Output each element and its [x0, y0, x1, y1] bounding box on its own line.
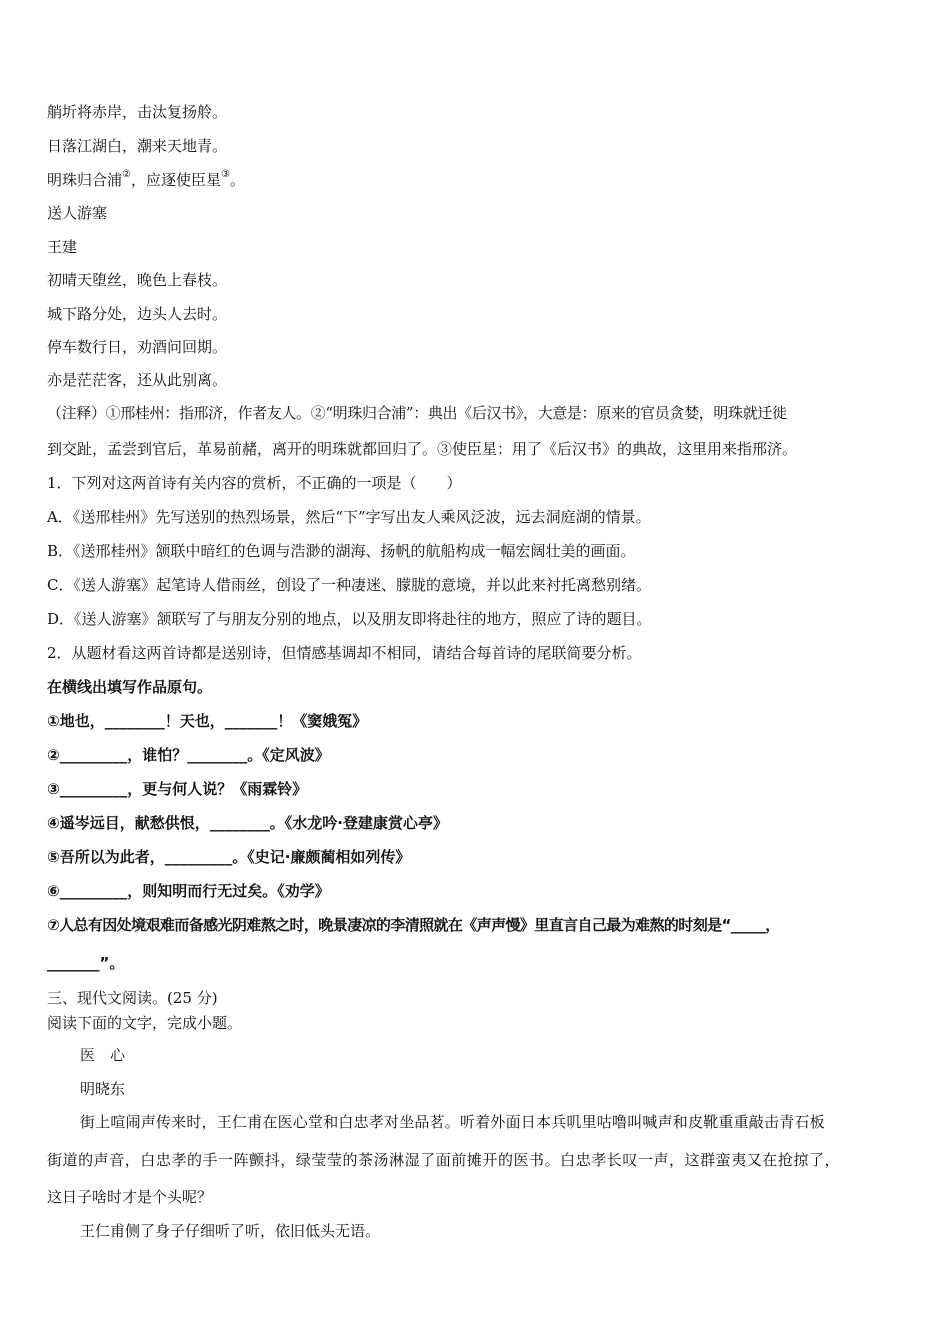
- poem2-line-1: 初晴天堕丝，晚色上春枝。: [47, 271, 228, 289]
- footnote-marker-2: ②: [122, 169, 131, 180]
- poem1-line-4: 日落江湖白，潮来天地青。: [47, 137, 228, 155]
- poem1-line-5: [47, 170, 245, 190]
- question-2: 2．从题材看这两首诗都是送别诗，但情感基调却不相同，请结合每首诗的尾联简要分析。: [47, 644, 642, 662]
- story-para-2: 王仁甫侧了身子仔细听了听，依旧低头无语。: [80, 1222, 381, 1240]
- question-1-option-b: B．《送邢桂州》颔联中暗红的色调与浩渺的湖海、扬帆的航船构成一幅宏阔壮美的画面。: [47, 542, 636, 560]
- section-3-instruction: 阅读下面的文字，完成小题。: [47, 1014, 243, 1032]
- poem1-text-a: 明珠归合浦: [47, 171, 123, 189]
- story-para-1-line-1: 街上喧闹声传来时，王仁甫在医心堂和白忠孝对坐品茗。听着外面日本兵叽里咕噜叫喊声和皮靴重重敲击青石板: [80, 1113, 825, 1131]
- story-para-1-line-2: 街道的声音，白忠孝的手一阵颤抖，绿莹莹的茶汤淋湿了面前摊开的医书。白忠孝长叹一声，这群蛮夷又在抢掠了，: [47, 1151, 841, 1169]
- question-1-stem: 1．下列对这两首诗有关内容的赏析，不正确的一项是（ ）: [47, 474, 462, 492]
- fill-in-item-4: ④遥岑远目，献愁供恨，________。《水龙吟·登建康赏心亭》: [47, 814, 448, 832]
- poem1-text-c: 。: [229, 171, 245, 189]
- annotation-line-1: （注释）①邢桂州：指邢济，作者友人。②“明珠归合浦”：典出《后汉书》，大意是：原来的官员贪婪，明珠就迁徙: [47, 404, 787, 422]
- poem1-text-b: ，应逐使臣星: [130, 171, 221, 189]
- story-para-1-line-3: 这日子啥时才是个头呢？: [47, 1188, 213, 1206]
- footnote-marker-3: ③: [221, 169, 230, 180]
- poem1-line-3: 艄圻将赤岸，击汰复扬舲。: [47, 103, 228, 121]
- question-1-option-c: C．《送人游塞》起笔诗人借雨丝，创设了一种凄迷、朦胧的意境，并以此来衬托离愁别绪。: [47, 576, 651, 594]
- annotation-line-2: 到交趾，孟尝到官后，革易前赭，离开的明珠就都回归了。③使臣星：用了《后汉书》的典故，这里用来指邢济。: [47, 440, 798, 458]
- fill-in-item-5: ⑤吾所以为此者，_________。《史记·廉颇蔺相如列传》: [47, 848, 411, 866]
- question-1-option-a: A．《送邢桂州》先写送别的热烈场景，然后“下”字写出友人乘风泛波，远去洞庭湖的情景。: [47, 508, 651, 526]
- story-title: 医 心: [80, 1046, 126, 1064]
- poem2-line-2: 城下路分处，边头人去时。: [47, 305, 228, 323]
- fill-in-item-7-line-2: _______”。: [47, 954, 125, 972]
- fill-in-item-7-line-1: ⑦人总有因处境艰难而备感光阴难熬之时，晚景凄凉的李清照就在《声声慢》里直言自己最为难熬的时刻是“_____，: [47, 916, 780, 934]
- fill-in-title: 在横线出填写作品原句。: [47, 678, 213, 696]
- fill-in-item-1: ①地也，________！天也，_______！《窦娥冤》: [47, 712, 368, 730]
- poem2-title: 送人游塞: [47, 204, 108, 222]
- fill-in-item-2: ②_________，谁怕？________。《定风波》: [47, 746, 330, 764]
- poem2-line-4: 亦是茫茫客，还从此别离。: [47, 371, 228, 389]
- fill-in-item-3: ③_________，更与何人说？《雨霖铃》: [47, 780, 308, 798]
- poem2-author: 王建: [47, 238, 78, 256]
- question-1-option-d: D．《送人游塞》颔联写了与朋友分别的地点，以及朋友即将赴往的地方，照应了诗的题目。: [47, 610, 652, 628]
- fill-in-item-6: ⑥_________，则知明而行无过矣。《劝学》: [47, 882, 330, 900]
- poem2-line-3: 停车数行日，劝酒问回期。: [47, 338, 228, 356]
- section-3-heading: 三、现代文阅读。(25 分): [47, 989, 218, 1007]
- story-author: 明晓东: [80, 1080, 126, 1098]
